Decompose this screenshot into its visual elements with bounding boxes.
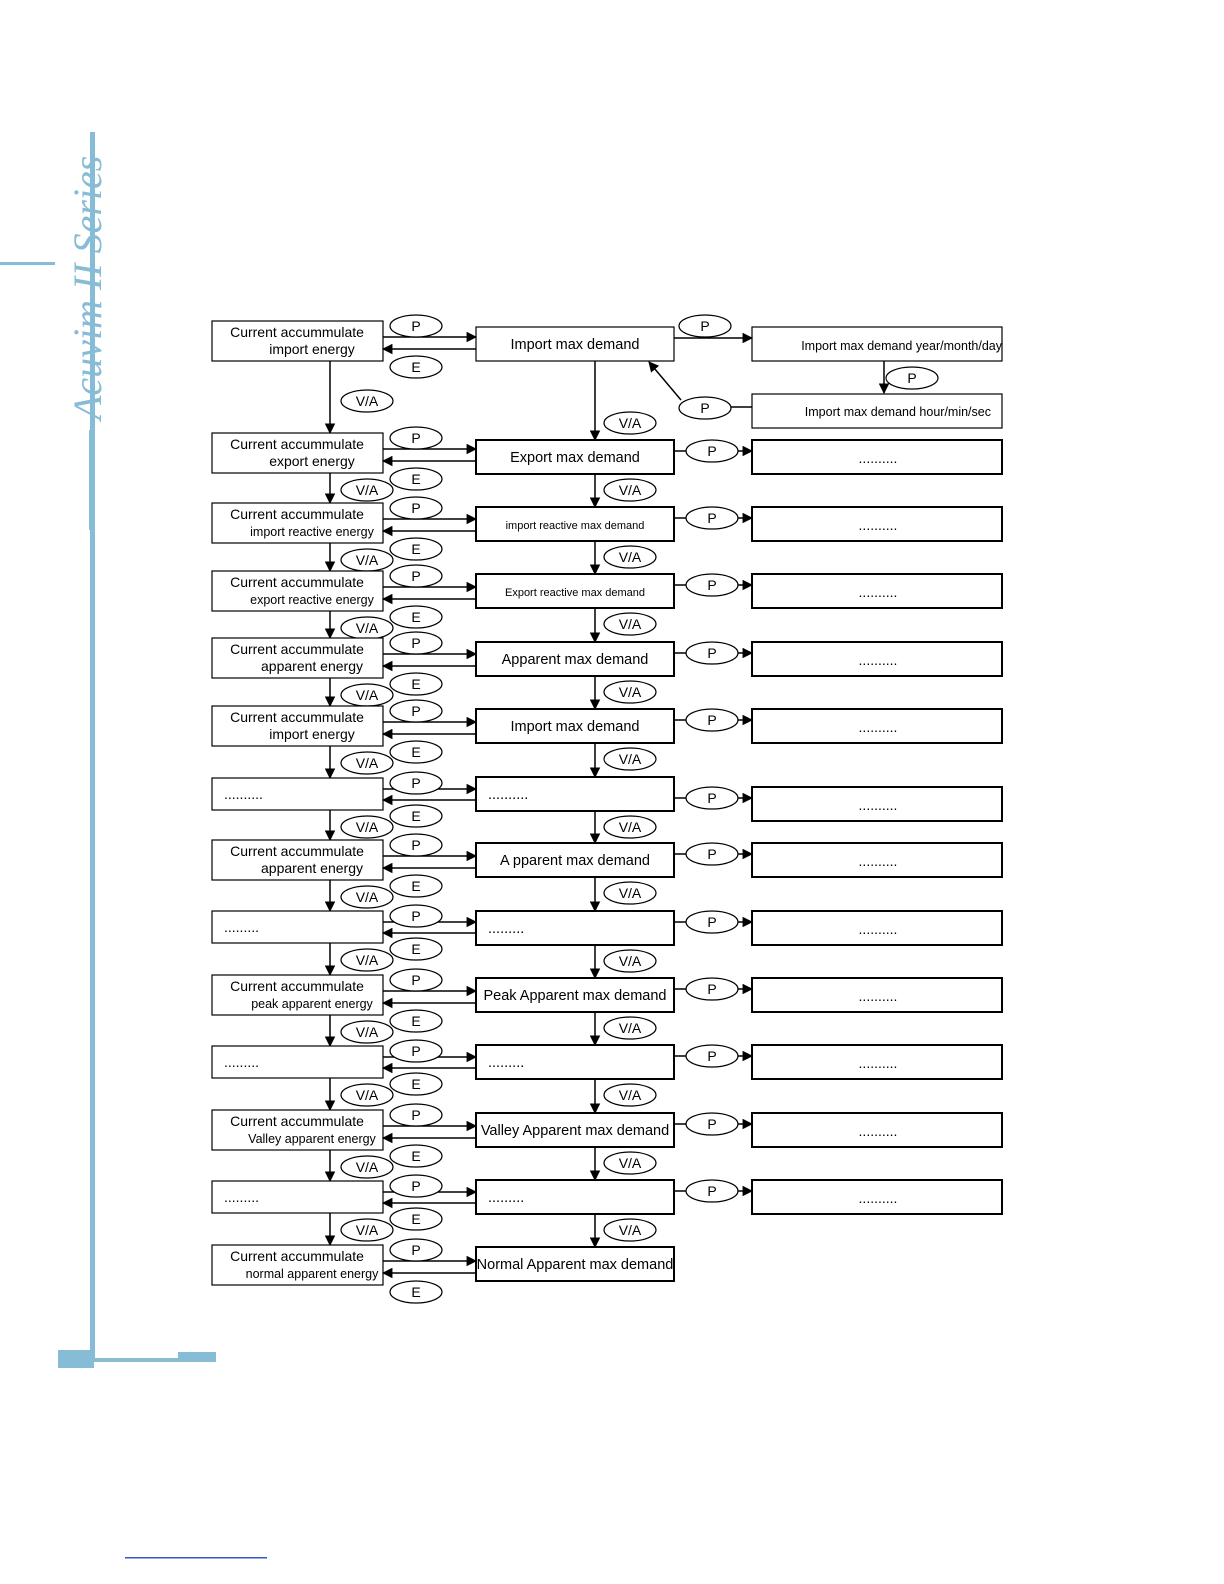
- brand-title: Acuvim II Series: [65, 155, 110, 420]
- p-button-oval-label: P: [700, 318, 710, 334]
- p-button-oval-label: P: [411, 837, 421, 853]
- e-button-oval-label: E: [411, 1284, 421, 1300]
- middle-box-label: ..........: [488, 787, 529, 803]
- p-button-oval-label: P: [411, 1178, 421, 1194]
- va-button-middle-label: V/A: [618, 482, 642, 498]
- vertical-bar-thick: [89, 430, 95, 530]
- left-box-line2: apparent energy: [261, 658, 363, 674]
- left-box-line2: import reactive energy: [250, 525, 374, 539]
- middle-box-label: import reactive max demand: [505, 520, 645, 532]
- middle-box-label: Export reactive max demand: [504, 587, 646, 599]
- va-button-left-label: V/A: [355, 755, 379, 771]
- e-button-oval-label: E: [411, 1013, 421, 1029]
- p-button-oval-label: P: [707, 981, 717, 997]
- middle-box-label: Import max demand: [510, 337, 640, 353]
- middle-box-label: Import max demand: [510, 719, 640, 735]
- va-button-middle-label: V/A: [618, 1087, 642, 1103]
- p-button-oval-label: P: [411, 1242, 421, 1258]
- e-button-oval-label: E: [411, 471, 421, 487]
- va-button-left-label: V/A: [355, 393, 379, 409]
- right-box-label: ..........: [858, 517, 898, 533]
- right-box-label: ..........: [858, 853, 898, 869]
- p-button-oval-label: P: [707, 1048, 717, 1064]
- left-box-line1: Current accummulate: [230, 1248, 364, 1264]
- right-box-label: ..........: [858, 797, 898, 813]
- left-box-line1: Current accummulate: [230, 574, 364, 590]
- left-box-line1: .........: [224, 919, 260, 935]
- right-box-label: ..........: [858, 450, 898, 466]
- p-button-oval-label: P: [707, 645, 717, 661]
- e-button-oval-label: E: [411, 1211, 421, 1227]
- middle-box-label: A pparent max demand: [500, 853, 650, 869]
- va-button-left-label: V/A: [355, 889, 379, 905]
- e-button-oval-label: E: [411, 541, 421, 557]
- va-button-middle-label: V/A: [618, 1155, 642, 1171]
- left-box-line1: Current accummulate: [230, 709, 364, 725]
- right-box-label: Import max demand year/month/day: [801, 339, 1002, 353]
- right-box-label: Import max demand hour/min/sec: [804, 405, 991, 419]
- p-button-oval-label: P: [707, 914, 717, 930]
- p-button-oval-label: P: [700, 400, 710, 416]
- va-button-left-label: V/A: [355, 1024, 379, 1040]
- p-button-oval-label: P: [411, 775, 421, 791]
- p-button-oval-label: P: [411, 430, 421, 446]
- p-button-oval-label: P: [707, 1116, 717, 1132]
- e-button-oval-label: E: [411, 1148, 421, 1164]
- p-button-oval-label: P: [411, 568, 421, 584]
- left-box-line2: export energy: [269, 453, 355, 469]
- p-button-oval-label: P: [411, 500, 421, 516]
- right-box-label: ..........: [858, 1190, 898, 1206]
- va-button-left-label: V/A: [355, 952, 379, 968]
- right-box-label: ..........: [858, 1055, 898, 1071]
- middle-box-label: .........: [488, 1055, 525, 1071]
- p-button-oval-label: P: [411, 318, 421, 334]
- va-button-left-label: V/A: [355, 482, 379, 498]
- left-box-line2: apparent energy: [261, 860, 363, 876]
- e-button-oval-label: E: [411, 676, 421, 692]
- left-box-line1: Current accummulate: [230, 324, 364, 340]
- va-button-middle-label: V/A: [618, 751, 642, 767]
- va-button-left-label: V/A: [355, 1159, 379, 1175]
- left-box-line2: import energy: [269, 341, 355, 357]
- va-button-middle-label: V/A: [618, 684, 642, 700]
- e-button-oval-label: E: [411, 1076, 421, 1092]
- middle-box-label: Export max demand: [510, 450, 640, 466]
- middle-box-label: .........: [488, 1190, 525, 1206]
- p-button-oval-label: P: [411, 635, 421, 651]
- left-box-line2: normal apparent energy: [245, 1267, 379, 1281]
- va-button-middle-label: V/A: [618, 819, 642, 835]
- p-button-oval-label: P: [411, 1043, 421, 1059]
- va-button-middle-label: V/A: [618, 885, 642, 901]
- p-button-oval-label: P: [707, 510, 717, 526]
- right-box-label: ..........: [858, 719, 898, 735]
- left-box-line1: Current accummulate: [230, 1113, 364, 1129]
- footer-link-line: [125, 1557, 267, 1559]
- middle-box-label: Peak Apparent max demand: [483, 988, 667, 1004]
- right-box-label: ..........: [858, 584, 898, 600]
- middle-box-label: Normal Apparent max demand: [476, 1257, 674, 1273]
- va-button-middle-label: V/A: [618, 616, 642, 632]
- va-button-middle-label: V/A: [618, 549, 642, 565]
- left-box-line1: Current accummulate: [230, 506, 364, 522]
- p-button-oval-label: P: [707, 1183, 717, 1199]
- flow-layer: [212, 315, 1003, 1303]
- p-button-oval-label: P: [707, 577, 717, 593]
- right-box-label: ..........: [858, 921, 898, 937]
- top-left-rule: [0, 262, 55, 265]
- p-button-oval-label: P: [707, 790, 717, 806]
- va-button-left-label: V/A: [355, 687, 379, 703]
- left-box-line1: Current accummulate: [230, 843, 364, 859]
- left-box-line1: Current accummulate: [230, 978, 364, 994]
- e-button-oval-label: E: [411, 941, 421, 957]
- arrow-back-to-middle: [649, 362, 681, 400]
- left-box-line1: Current accummulate: [230, 641, 364, 657]
- e-button-oval-label: E: [411, 609, 421, 625]
- va-button-left-label: V/A: [355, 1222, 379, 1238]
- middle-box-label: Valley Apparent max demand: [480, 1123, 670, 1139]
- left-box-line1: Current accummulate: [230, 436, 364, 452]
- p-button-oval-label: P: [411, 972, 421, 988]
- left-box-line2: export reactive energy: [250, 593, 374, 607]
- va-button-middle-label: V/A: [618, 1222, 642, 1238]
- bottom-rule-end: [178, 1352, 216, 1362]
- va-button-middle-label: V/A: [618, 415, 642, 431]
- p-button-oval-label: P: [707, 846, 717, 862]
- middle-box-label: Apparent max demand: [501, 652, 649, 668]
- e-button-oval-label: E: [411, 878, 421, 894]
- va-button-middle-label: V/A: [618, 1020, 642, 1036]
- right-box-label: ..........: [858, 1123, 898, 1139]
- e-button-oval-label: E: [411, 359, 421, 375]
- left-box-line1: .........: [224, 1189, 260, 1205]
- va-button-left-label: V/A: [355, 819, 379, 835]
- va-button-left-label: V/A: [355, 620, 379, 636]
- va-button-left-label: V/A: [355, 1087, 379, 1103]
- p-button-oval-label: P: [411, 703, 421, 719]
- p-button-oval-label: P: [707, 712, 717, 728]
- va-button-left-label: V/A: [355, 552, 379, 568]
- p-button-oval-label: P: [411, 908, 421, 924]
- left-box-line1: .........: [224, 1054, 260, 1070]
- e-button-oval-label: E: [411, 744, 421, 760]
- right-box-label: ..........: [858, 652, 898, 668]
- p-button-oval-label: P: [707, 443, 717, 459]
- left-box-line1: ..........: [224, 786, 263, 802]
- va-button-middle-label: V/A: [618, 953, 642, 969]
- middle-box-label: .........: [488, 921, 525, 937]
- p-button-oval-label: P: [907, 370, 917, 386]
- left-box-line2: Valley apparent energy: [248, 1132, 376, 1146]
- right-box-label: ..........: [858, 988, 898, 1004]
- e-button-oval-label: E: [411, 808, 421, 824]
- bottom-block: [58, 1350, 94, 1368]
- left-box-line2: import energy: [269, 726, 355, 742]
- p-button-oval-label: P: [411, 1107, 421, 1123]
- left-box-line2: peak apparent energy: [251, 997, 373, 1011]
